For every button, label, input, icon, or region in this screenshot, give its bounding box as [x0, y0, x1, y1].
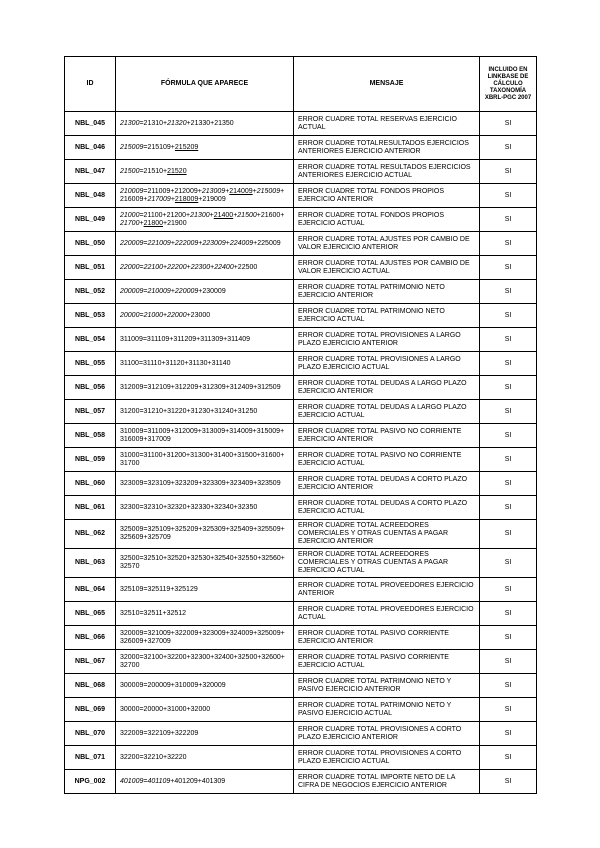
rule-message: ERROR CUADRE TOTAL PATRIMONIO NETO Y PASIVO EJERCICIO ANTERIOR	[294, 674, 480, 698]
rule-message: ERROR CUADRE TOTAL PASIVO CORRIENTE EJERCICIO ACTUAL	[294, 650, 480, 674]
formula-segment: =	[143, 239, 148, 247]
formula-segment: +	[139, 219, 144, 227]
rule-formula	[116, 722, 294, 746]
rule-included: SI	[480, 448, 537, 472]
formula-segment: 32300=32310+32320+32330+32340+32350	[120, 503, 258, 511]
rule-id: NBL_049	[65, 208, 116, 232]
formula-segment: +	[163, 263, 168, 271]
rule-message: ERROR CUADRE TOTAL ACREEDORES COMERCIALES Y OTRAS CUENTAS A PAGAR EJERCICIO ACTUAL	[294, 549, 480, 578]
header-included: INCLUIDO EN LINKBASE DE CÁLCULO TAXONOMÍA XBRL-PGC 2007	[480, 57, 537, 112]
formula-segment: 300009=200009+310009+320009	[120, 681, 226, 689]
formula-segment: +401209+401309	[170, 777, 226, 785]
rule-formula	[116, 770, 294, 794]
rule-included: SI	[480, 208, 537, 232]
formula-segment: =215109+	[143, 143, 175, 151]
formula-segment: 21520	[167, 167, 187, 175]
rule-id: NBL_063	[65, 549, 116, 578]
formula-segment: 214009	[229, 187, 253, 195]
formula-segment: 221009	[147, 239, 171, 247]
formula-segment: 31200=31210+31220+31230+31240+31250	[120, 407, 258, 415]
rule-id: NBL_053	[65, 304, 116, 328]
table-row	[65, 208, 537, 232]
table-row	[65, 424, 537, 448]
formula-segment: 31100=31110+31120+31130+31140	[120, 359, 231, 367]
formula-segment: 215209	[174, 143, 199, 151]
table-row	[65, 674, 537, 698]
rule-id: NBL_069	[65, 698, 116, 722]
formula-segment: 325009=325109+325209+325309+325409+325509+ 325609+325709	[120, 526, 285, 541]
rule-included: SI	[480, 280, 537, 304]
table-row	[65, 160, 537, 184]
rule-message: ERROR CUADRE TOTAL PASIVO CORRIENTE EJERCICIO ANTERIOR	[294, 626, 480, 650]
rule-id: NBL_048	[65, 184, 116, 208]
rule-included: SI	[480, 549, 537, 578]
formula-segment: 210009	[120, 187, 144, 195]
formula-segment: +	[225, 239, 230, 247]
rule-id: NBL_067	[65, 650, 116, 674]
table-row	[65, 376, 537, 400]
rule-included: SI	[480, 328, 537, 352]
rule-formula	[116, 424, 294, 448]
formula-segment: 21400	[213, 211, 234, 219]
rule-message: ERROR CUADRE TOTAL PASIVO NO CORRIENTE EJERCICIO ACTUAL	[294, 448, 480, 472]
formula-segment: 32510=32511+32512	[120, 609, 187, 617]
rule-message: ERROR CUADRE TOTAL PROVISIONES A CORTO PLAZO EJERCICIO ANTERIOR	[294, 722, 480, 746]
formula-segment: 222009	[174, 239, 199, 247]
formula-segment: 21500	[237, 211, 257, 219]
rule-included: SI	[480, 160, 537, 184]
rule-formula	[116, 280, 294, 304]
rule-included: SI	[480, 650, 537, 674]
rule-message: ERROR CUADRE TOTAL PROVEEDORES EJERCICIO ANTERIOR	[294, 578, 480, 602]
rule-included: SI	[480, 602, 537, 626]
table-row	[65, 472, 537, 496]
formula-segment: 22100	[143, 263, 164, 271]
formula-segment: =211009+212009+	[143, 187, 202, 195]
formula-segment: +	[209, 211, 214, 219]
rule-id: NBL_062	[65, 520, 116, 549]
header-id: ID	[65, 57, 116, 112]
formula-segment: +22500	[233, 263, 258, 271]
rule-included: SI	[480, 112, 537, 136]
rule-included: SI	[480, 400, 537, 424]
formula-segment: 21500	[120, 167, 140, 175]
table-row	[65, 304, 537, 328]
formula-segment: 401009	[120, 777, 144, 785]
formula-segment: 312009=312109+312209+312309+312409+312509	[120, 383, 281, 391]
rule-message: ERROR CUADRE TOTAL DEUDAS A LARGO PLAZO EJERCICIO ACTUAL	[294, 400, 480, 424]
rule-included: SI	[480, 232, 537, 256]
formula-segment: +21900	[163, 219, 187, 227]
formula-segment: 21320	[167, 119, 187, 127]
rule-formula	[116, 448, 294, 472]
formula-segment: +	[252, 187, 257, 195]
validation-rules-table	[64, 56, 537, 794]
rule-message: ERROR CUADRE TOTAL PATRIMONIO NETO Y PASIVO EJERCICIO ACTUAL	[294, 698, 480, 722]
rule-included: SI	[480, 376, 537, 400]
formula-segment: =	[139, 263, 144, 271]
rule-id: NBL_052	[65, 280, 116, 304]
rule-message: ERROR CUADRE TOTAL DEUDAS A CORTO PLAZO EJERCICIO ANTERIOR	[294, 472, 480, 496]
rule-id: NBL_054	[65, 328, 116, 352]
rule-message: ERROR CUADRE TOTAL PROVISIONES A LARGO PLAZO EJERCICIO ANTERIOR	[294, 328, 480, 352]
rule-included: SI	[480, 496, 537, 520]
rule-id: NBL_061	[65, 496, 116, 520]
formula-segment: 32200=32210+32220	[120, 753, 187, 761]
formula-segment: 325109=325119+325129	[120, 585, 198, 593]
formula-segment: 21700	[120, 219, 140, 227]
rule-id: NBL_058	[65, 424, 116, 448]
rule-formula	[116, 674, 294, 698]
formula-segment: 21000	[120, 211, 140, 219]
table-row	[65, 232, 537, 256]
formula-segment: +	[170, 287, 175, 295]
rule-formula	[116, 496, 294, 520]
formula-segment: +219009	[198, 195, 226, 203]
rule-formula	[116, 376, 294, 400]
rule-message: ERROR CUADRE TOTAL FONDOS PROPIOS EJERCICIO ACTUAL	[294, 208, 480, 232]
formula-segment: 20000	[120, 311, 140, 319]
rule-message: ERROR CUADRE TOTALRESULTADOS EJERCICIOS ANTERIORES EJERCICIO ANTERIOR	[294, 136, 480, 160]
rule-included: SI	[480, 352, 537, 376]
rule-included: SI	[480, 184, 537, 208]
formula-segment: +	[170, 239, 175, 247]
rule-message: ERROR CUADRE TOTAL PROVISIONES A CORTO PLAZO EJERCICIO ACTUAL	[294, 746, 480, 770]
rule-message: ERROR CUADRE TOTAL RESERVAS EJERCICIO ACTUAL	[294, 112, 480, 136]
table-header-row	[65, 57, 537, 112]
rule-id: NBL_047	[65, 160, 116, 184]
rule-id: NBL_071	[65, 746, 116, 770]
rule-id: NBL_070	[65, 722, 116, 746]
rule-included: SI	[480, 722, 537, 746]
formula-segment: 21000	[143, 311, 164, 319]
formula-segment: +230009	[198, 287, 226, 295]
rule-id: NBL_045	[65, 112, 116, 136]
formula-segment: 22000	[120, 263, 140, 271]
rule-message: ERROR CUADRE TOTAL PATRIMONIO NETO EJERCICIO ANTERIOR	[294, 280, 480, 304]
table-row	[65, 578, 537, 602]
formula-segment: 311009=311109+311209+311309+311409	[120, 335, 251, 343]
formula-segment: 323009=323109+323209+323309+323409+323509	[120, 479, 281, 487]
formula-segment: 223009	[202, 239, 226, 247]
formula-segment: =21510+	[139, 167, 168, 175]
rule-included: SI	[480, 746, 537, 770]
formula-segment: +225009	[253, 239, 281, 247]
formula-segment: 215009	[120, 143, 144, 151]
formula-segment: +21330+21350	[186, 119, 234, 127]
header-message: MENSAJE	[294, 57, 480, 112]
formula-segment: 32000=32100+32200+32300+32400+32500+32600+ 32700	[120, 653, 285, 669]
rule-id: NBL_064	[65, 578, 116, 602]
table-row	[65, 602, 537, 626]
rule-id: NBL_050	[65, 232, 116, 256]
rule-included: SI	[480, 626, 537, 650]
formula-segment: 200009	[120, 287, 144, 295]
table-row	[65, 136, 537, 160]
rule-message: ERROR CUADRE TOTAL AJUSTES POR CAMBIO DE VALOR EJERCICIO ACTUAL	[294, 256, 480, 280]
rule-id: NBL_057	[65, 400, 116, 424]
rule-formula	[116, 626, 294, 650]
rule-formula	[116, 602, 294, 626]
formula-segment: +	[225, 187, 230, 195]
formula-segment: 310009=311009+312009+313009+314009+315009+ 316009+317009	[120, 427, 285, 443]
rule-formula	[116, 136, 294, 160]
rule-id: NBL_055	[65, 352, 116, 376]
rule-formula	[116, 232, 294, 256]
rule-message: ERROR CUADRE TOTAL ACREEDORES COMERCIALES Y OTRAS CUENTAS A PAGAR EJERCICIO ANTERIOR	[294, 520, 480, 549]
rule-id: NBL_051	[65, 256, 116, 280]
rule-included: SI	[480, 256, 537, 280]
table-row	[65, 256, 537, 280]
formula-segment: 22000	[167, 311, 187, 319]
formula-segment: 21800	[143, 219, 164, 227]
table-row	[65, 328, 537, 352]
formula-segment: 401109	[147, 777, 171, 785]
table-body	[65, 112, 537, 794]
formula-segment: 32500=32510+32520+32530+32540+32550+32560+ 32570	[120, 555, 285, 570]
rule-included: SI	[480, 578, 537, 602]
formula-segment: 22400	[214, 263, 234, 271]
formula-segment: =21310+	[139, 119, 168, 127]
formula-segment: 21300	[190, 211, 210, 219]
formula-segment: 220009	[174, 287, 199, 295]
table-row	[65, 400, 537, 424]
formula-segment: + 216009+	[120, 187, 285, 203]
table-row	[65, 770, 537, 794]
rule-formula	[116, 650, 294, 674]
rule-id: NBL_046	[65, 136, 116, 160]
rule-id: NBL_056	[65, 376, 116, 400]
rule-id: NBL_065	[65, 602, 116, 626]
rule-message: ERROR CUADRE TOTAL IMPORTE NETO DE LA CIFRA DE NEGOCIOS EJERCICIO ANTERIOR	[294, 770, 480, 794]
rule-formula	[116, 112, 294, 136]
rule-formula	[116, 304, 294, 328]
formula-segment: 30000=20000+31000+32000	[120, 705, 211, 713]
formula-segment: =21100+21200+	[139, 211, 191, 219]
formula-segment: +21600+	[256, 211, 285, 219]
formula-segment: =	[139, 311, 144, 319]
formula-segment: +	[170, 195, 175, 203]
rule-formula	[116, 520, 294, 549]
rule-id: NBL_068	[65, 674, 116, 698]
rule-message: ERROR CUADRE TOTAL PROVEEDORES EJERCICIO ACTUAL	[294, 602, 480, 626]
formula-segment: 217009	[147, 195, 171, 203]
rule-id: NBL_060	[65, 472, 116, 496]
table-row	[65, 746, 537, 770]
table-row	[65, 698, 537, 722]
table-row	[65, 722, 537, 746]
rule-message: ERROR CUADRE TOTAL AJUSTES POR CAMBIO DE VALOR EJERCICIO ANTERIOR	[294, 232, 480, 256]
rule-message: ERROR CUADRE TOTAL PROVISIONES A LARGO PLAZO EJERCICIO ACTUAL	[294, 352, 480, 376]
table-row	[65, 352, 537, 376]
table-row	[65, 650, 537, 674]
formula-segment: =	[143, 287, 148, 295]
formula-segment: +	[210, 263, 215, 271]
rule-formula	[116, 352, 294, 376]
formula-segment: 218009	[174, 195, 199, 203]
rule-included: SI	[480, 424, 537, 448]
table-row	[65, 520, 537, 549]
formula-segment: =	[143, 777, 148, 785]
rule-formula	[116, 472, 294, 496]
rule-formula	[116, 549, 294, 578]
rule-included: SI	[480, 520, 537, 549]
table-row	[65, 496, 537, 520]
rule-included: SI	[480, 770, 537, 794]
formula-segment: +	[198, 239, 203, 247]
formula-segment: 22200	[167, 263, 187, 271]
rule-id: NPG_002	[65, 770, 116, 794]
rule-included: SI	[480, 136, 537, 160]
header-formula: FÓRMULA QUE APARECE	[116, 57, 294, 112]
formula-segment: 224009	[229, 239, 254, 247]
table-row	[65, 184, 537, 208]
formula-segment: +	[163, 311, 168, 319]
formula-segment: +	[233, 211, 238, 219]
rule-formula	[116, 328, 294, 352]
formula-segment: +	[186, 263, 191, 271]
formula-segment: 320009=321009+322009+323009+324009+325009+ 326009+327009	[120, 629, 285, 645]
rule-formula	[116, 698, 294, 722]
rule-included: SI	[480, 304, 537, 328]
table-row	[65, 626, 537, 650]
formula-segment: 215009	[256, 187, 281, 195]
rule-formula	[116, 208, 294, 232]
table-row	[65, 112, 537, 136]
formula-segment: 31000=31100+31200+31300+31400+31500+31600+ 31700	[120, 451, 285, 467]
rule-included: SI	[480, 674, 537, 698]
table-row	[65, 549, 537, 578]
formula-segment: 322009=322109+322209	[120, 729, 199, 737]
rule-formula	[116, 578, 294, 602]
rule-message: ERROR CUADRE TOTAL DEUDAS A CORTO PLAZO EJERCICIO ACTUAL	[294, 496, 480, 520]
rule-included: SI	[480, 698, 537, 722]
rule-message: ERROR CUADRE TOTAL DEUDAS A LARGO PLAZO EJERCICIO ANTERIOR	[294, 376, 480, 400]
rule-message: ERROR CUADRE TOTAL PASIVO NO CORRIENTE EJERCICIO ANTERIOR	[294, 424, 480, 448]
rule-formula	[116, 256, 294, 280]
rule-id: NBL_066	[65, 626, 116, 650]
formula-segment: 210009	[147, 287, 171, 295]
rule-formula	[116, 746, 294, 770]
rule-included: SI	[480, 472, 537, 496]
table-row	[65, 448, 537, 472]
rule-formula	[116, 184, 294, 208]
rule-id: NBL_059	[65, 448, 116, 472]
rule-formula	[116, 400, 294, 424]
table-row	[65, 280, 537, 304]
rule-message: ERROR CUADRE TOTAL FONDOS PROPIOS EJERCICIO ANTERIOR	[294, 184, 480, 208]
formula-segment: +23000	[186, 311, 211, 319]
rule-formula	[116, 160, 294, 184]
formula-segment: 213009	[201, 187, 226, 195]
formula-segment: 220009	[120, 239, 144, 247]
formula-segment: 21300	[120, 119, 140, 127]
rule-message: ERROR CUADRE TOTAL PATRIMONIO NETO EJERCICIO ACTUAL	[294, 304, 480, 328]
formula-segment: 22300	[190, 263, 211, 271]
rule-message: ERROR CUADRE TOTAL RESULTADOS EJERCICIOS ANTERIORES EJERCICIO ACTUAL	[294, 160, 480, 184]
